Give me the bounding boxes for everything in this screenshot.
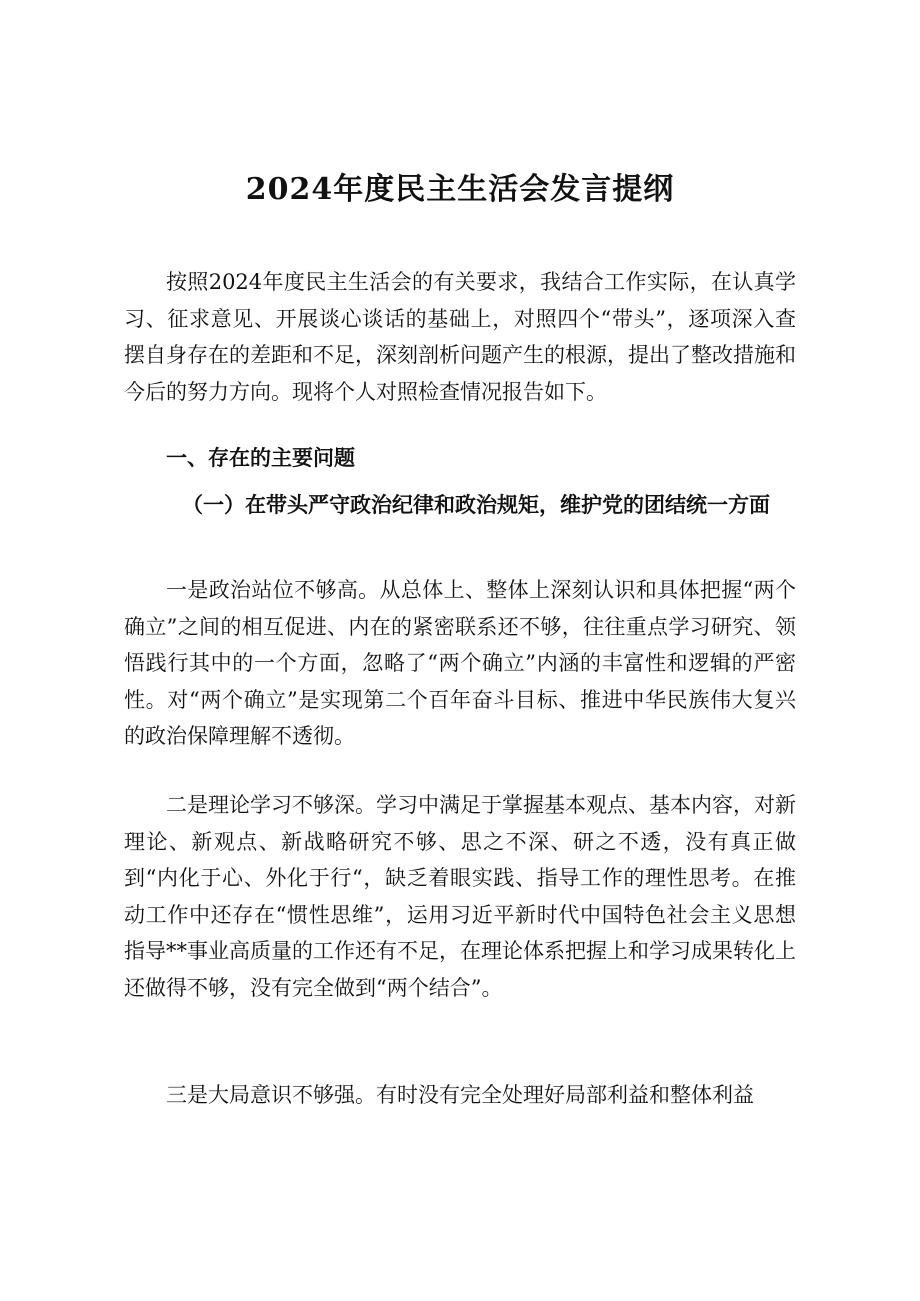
subsection-heading: （一）在带头严守政治纪律和政治规矩，维护党的团结统一方面 xyxy=(182,492,770,517)
document-title: 2024年度民主生活会发言提纲 xyxy=(245,172,675,207)
section-heading: 一、存在的主要问题 xyxy=(166,446,355,470)
point-one-paragraph: 一是政治站位不够高。从总体上、整体上深刻认识和具体把握“两个确立”之间的相互促进、内在的紧密联系还不够，往往重点学习研究、领悟践行其中的一个方面，忽略了“两个确立”内涵的丰富性和逻辑的严密性。对“两个确立”是实现第二个百年奋斗目标、推进中华民族伟大复兴的政治保障理解不透彻。 xyxy=(124,578,796,749)
point-two-paragraph: 二是理论学习不够深。学习中满足于掌握基本观点、基本内容，对新理论、新观点、新战略研究不够、思之不深、研之不透，没有真正做到“内化于心、外化于行“，缺乏着眼实践、指导工作的理性思考。在推动工作中还存在“惯性思维”，运用习近平新时代中国特色社会主义思想指导**事业高质量的工作还有不足，在理论体系把握上和学习成果转化上还做得不够，没有完全做到“两个结合”。 xyxy=(124,793,796,1000)
point-three-paragraph: 三是大局意识不够强。有时没有完全处理好局部利益和整体利益 xyxy=(166,1083,754,1107)
intro-paragraph: 按照2024年度民主生活会的有关要求，我结合工作实际，在认真学习、征求意见、开展谈心谈话的基础上，对照四个“带头”，逐项深入查摆自身存在的差距和不足，深刻剖析问题产生的根源，提出了整改措施和今后的努力方向。现将个人对照检查情况报告如下。 xyxy=(124,270,796,404)
